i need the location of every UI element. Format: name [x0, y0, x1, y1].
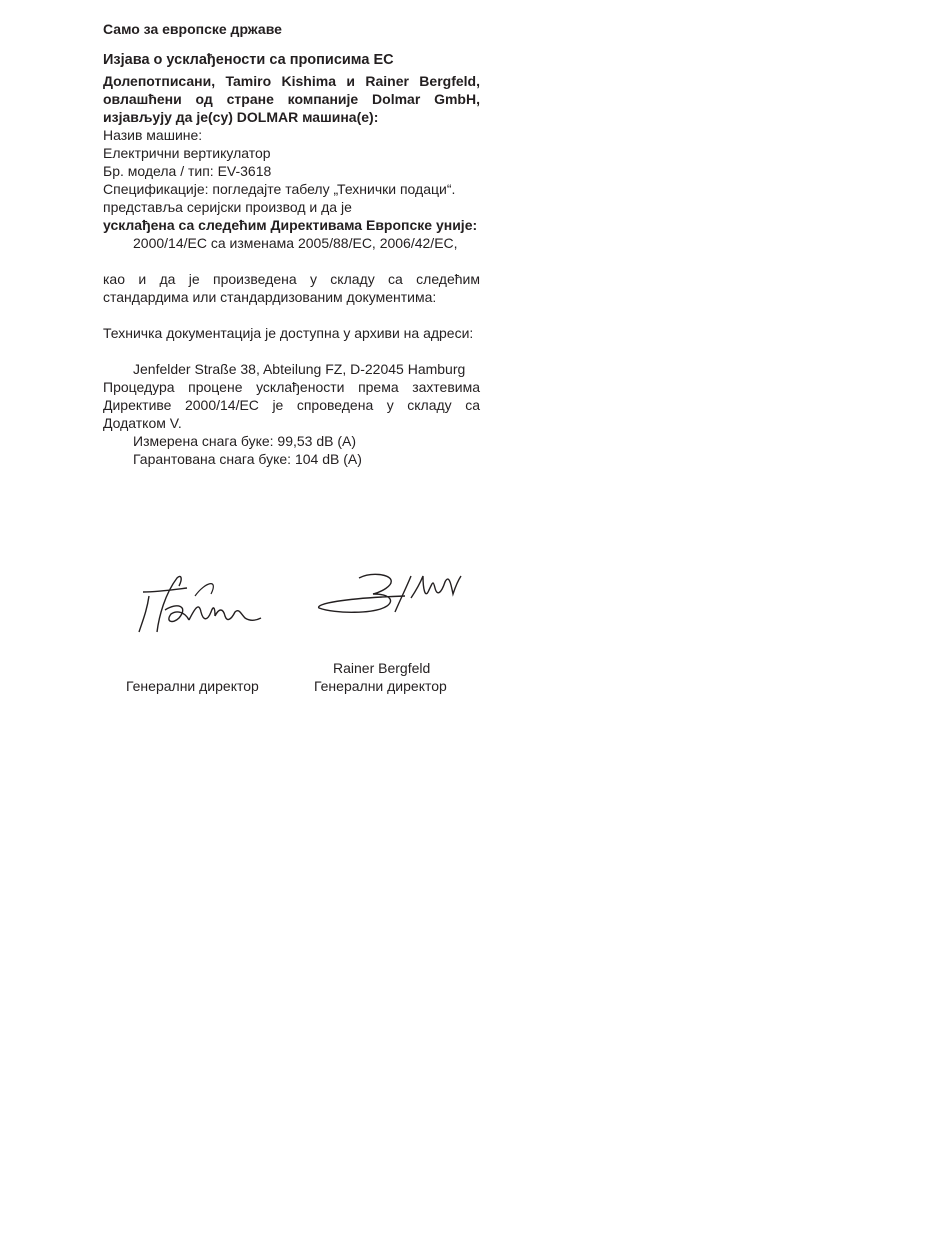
directives-list: 2000/14/EC са изменама 2005/88/EC, 2006/42/EC, [133, 235, 458, 251]
address: Jenfelder Straße 38, Abteilung FZ, D-22045 Hamburg [133, 361, 466, 377]
signature-kishima [135, 572, 265, 636]
declaration-heading: Изјава о усклађености са прописима ЕС [103, 52, 394, 68]
standards-statement: као и да је произведена у складу са следећим стандардима или стандардизованим документима: [103, 271, 480, 305]
signature-bergfeld [315, 568, 465, 618]
signature-block [103, 568, 480, 708]
tech-doc-statement: Техничка документација је доступна у архиви на адреси: [103, 325, 474, 341]
guaranteed-noise: Гарантована снага буке: 104 dB (A) [133, 451, 362, 467]
conformity-statement: усклађена са следећим Директивама Европске уније: [103, 217, 478, 233]
model-type: Бр. модела / тип: EV-3618 [103, 163, 272, 179]
measured-noise: Измерена снага буке: 99,53 dB (A) [133, 433, 357, 449]
declaration-column [103, 20, 480, 468]
machine-name: Електрични вертикулатор [103, 145, 271, 161]
signer2-name: Rainer Bergfeld [333, 660, 431, 676]
intro-paragraph: Долепотписани, Tamiro Kishima и Rainer Bergfeld, овлашћени од стране компаније Dolmar GmbH, изјављују да је(су) DOLMAR машина(е): [103, 73, 480, 125]
spacer [103, 342, 480, 360]
signer1-title: Генерални директор [126, 678, 259, 694]
spacer [103, 252, 480, 270]
region-note: Само за европске државе [103, 21, 282, 37]
series-note: представља серијски производ и да је [103, 199, 352, 215]
machine-name-label: Назив машине: [103, 127, 203, 143]
procedure-statement: Процедура процене усклађености према захтевима Директиве 2000/14/EC је спроведена у складу са Додатком V. [103, 379, 480, 431]
spacer [103, 306, 480, 324]
signer2-title: Генерални директор [314, 678, 447, 694]
specifications: Спецификације: погледајте табелу „Технички подаци“. [103, 181, 456, 197]
